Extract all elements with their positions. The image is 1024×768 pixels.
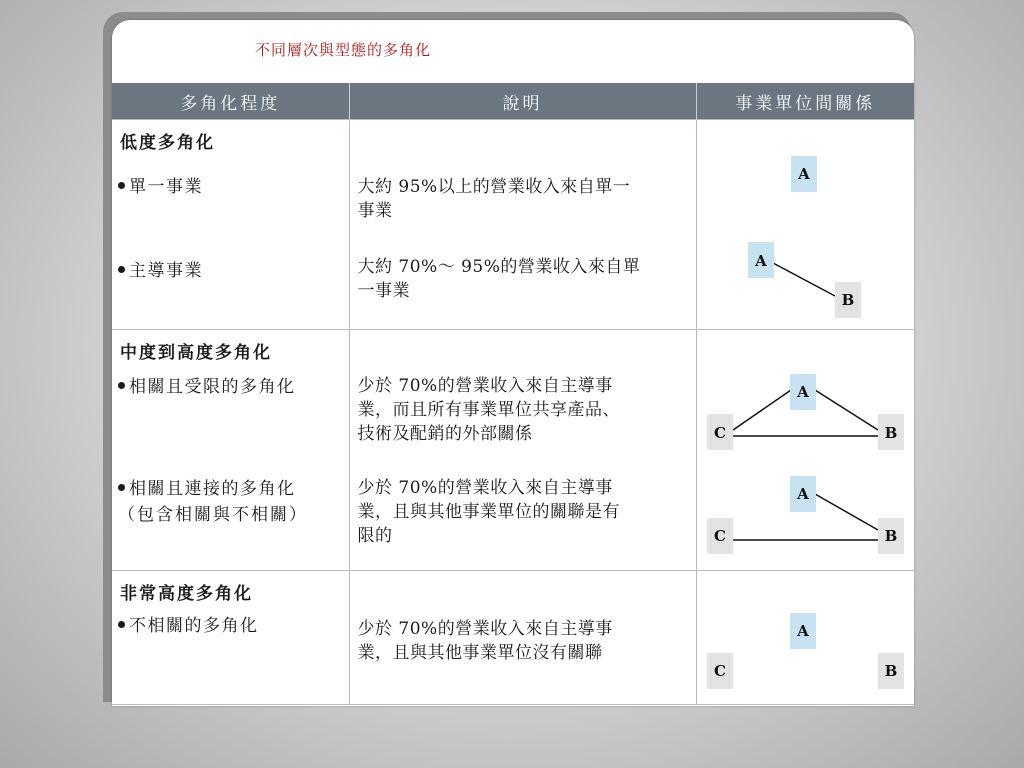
description-cell <box>349 120 696 330</box>
node-a-label: A <box>796 383 809 401</box>
link-a-b <box>815 390 878 430</box>
description-cell <box>349 330 696 571</box>
node-c-label: C <box>713 662 726 680</box>
slide-title: 不同層次與型態的多角化 <box>255 41 432 59</box>
link-a-b <box>815 494 878 530</box>
bullet-icon <box>118 484 125 491</box>
level-item: 相關且受限的多角化 <box>118 374 296 400</box>
single-business-diagram <box>697 120 915 330</box>
level-item: 主導事業 <box>118 258 203 284</box>
description-cell <box>349 571 696 705</box>
node-a-label: A <box>796 622 809 640</box>
bullet-icon <box>118 382 125 389</box>
related-diversification-diagram <box>697 330 915 571</box>
level-cell <box>112 571 349 705</box>
level-item: 相關且連接的多角化 （包含相關與不相關） <box>118 479 308 525</box>
level-item: 不相關的多角化 <box>118 613 259 639</box>
bullet-icon <box>118 621 125 628</box>
table-row <box>112 330 914 571</box>
node-a-label: A <box>797 165 810 183</box>
slide <box>112 20 914 706</box>
node-b-label: B <box>841 291 854 309</box>
node-b-label: B <box>884 424 897 442</box>
description-text: 少於 70%的營業收入來自主導事 業，且與其他事業單位的關聯是有 限的 <box>357 478 620 546</box>
description-text: 大約 95%以上的營業收入來自單一 事業 <box>357 177 631 221</box>
description-text: 大約 70%～ 95%的營業收入來自單 一事業 <box>357 257 641 301</box>
diversification-table <box>112 83 914 705</box>
table-row <box>112 571 914 705</box>
node-b-label: B <box>884 662 897 680</box>
link-a-c <box>733 390 791 430</box>
description-text: 少於 70%的營業收入來自主導事 業，而且所有事業單位共享產品、 技術及配銷的外部關係 <box>357 376 620 444</box>
node-a-label: A <box>754 252 767 270</box>
header-row <box>112 83 914 120</box>
description-text: 少於 70%的營業收入來自主導事 業，且與其他事業單位沒有關聯 <box>357 619 613 663</box>
section-title: 中度到高度多角化 <box>120 343 272 363</box>
relationship-cell <box>696 330 914 571</box>
header-relationship: 事業單位間關係 <box>696 83 914 120</box>
header-description: 說明 <box>349 83 696 120</box>
unrelated-diversification-diagram <box>697 571 915 705</box>
link-a-b <box>773 263 835 296</box>
relationship-cell <box>696 571 914 705</box>
bullet-icon <box>118 182 125 189</box>
node-c-label: C <box>713 527 726 545</box>
table-row <box>112 120 914 330</box>
node-c-label: C <box>713 424 726 442</box>
level-item: 單一事業 <box>118 174 203 200</box>
node-a-label: A <box>796 485 809 503</box>
level-cell <box>112 330 349 571</box>
level-cell <box>112 120 349 330</box>
header-level: 多角化程度 <box>112 83 349 120</box>
section-title: 非常高度多角化 <box>120 584 253 604</box>
node-b-label: B <box>884 527 897 545</box>
section-title: 低度多角化 <box>120 133 215 153</box>
relationship-cell <box>696 120 914 330</box>
bullet-icon <box>118 266 125 273</box>
